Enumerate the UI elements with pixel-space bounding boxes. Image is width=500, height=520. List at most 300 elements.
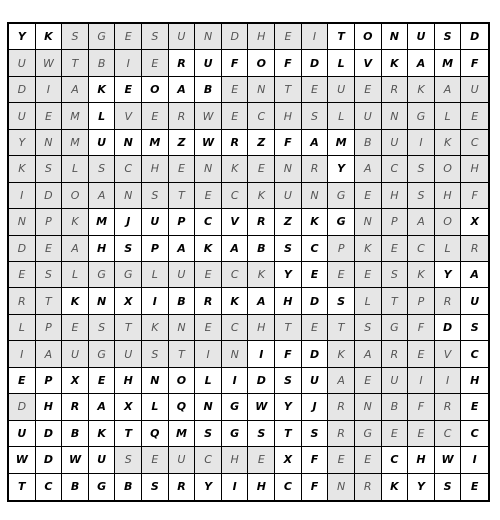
grid-cell[interactable]: S	[275, 368, 302, 394]
grid-cell[interactable]: E	[461, 394, 488, 420]
grid-cell[interactable]: G	[328, 183, 355, 209]
grid-cell[interactable]: S	[36, 262, 63, 288]
grid-cell[interactable]: P	[142, 236, 169, 262]
grid-cell[interactable]: N	[169, 315, 196, 341]
grid-cell[interactable]: D	[9, 77, 36, 103]
grid-cell[interactable]: T	[328, 24, 355, 50]
grid-cell[interactable]: T	[9, 474, 36, 500]
grid-cell[interactable]: M	[169, 421, 196, 447]
grid-cell[interactable]: K	[302, 209, 329, 235]
grid-cell[interactable]: P	[382, 209, 409, 235]
grid-cell[interactable]: F	[302, 447, 329, 473]
grid-cell[interactable]: Q	[142, 421, 169, 447]
grid-cell[interactable]: Z	[248, 130, 275, 156]
grid-cell[interactable]: K	[408, 77, 435, 103]
grid-cell[interactable]: R	[461, 236, 488, 262]
grid-cell[interactable]: D	[435, 315, 462, 341]
grid-cell[interactable]: D	[9, 394, 36, 420]
grid-cell[interactable]: H	[435, 183, 462, 209]
grid-cell[interactable]: K	[36, 24, 63, 50]
grid-cell[interactable]: A	[222, 236, 249, 262]
grid-cell[interactable]: G	[222, 394, 249, 420]
grid-cell[interactable]: N	[328, 474, 355, 500]
grid-cell[interactable]: D	[36, 421, 63, 447]
grid-cell[interactable]: N	[195, 24, 222, 50]
grid-cell[interactable]: S	[115, 447, 142, 473]
grid-cell[interactable]: X	[62, 368, 89, 394]
grid-cell[interactable]: U	[408, 24, 435, 50]
grid-cell[interactable]: A	[461, 262, 488, 288]
grid-cell[interactable]: N	[302, 183, 329, 209]
grid-cell[interactable]: L	[89, 103, 116, 129]
grid-cell[interactable]: U	[461, 77, 488, 103]
grid-cell[interactable]: D	[248, 368, 275, 394]
grid-cell[interactable]: E	[142, 50, 169, 76]
grid-cell[interactable]: H	[248, 24, 275, 50]
grid-cell[interactable]: Y	[328, 156, 355, 182]
grid-cell[interactable]: S	[195, 421, 222, 447]
grid-cell[interactable]: I	[408, 130, 435, 156]
grid-cell[interactable]: K	[222, 156, 249, 182]
grid-cell[interactable]: B	[355, 130, 382, 156]
grid-cell[interactable]: D	[302, 341, 329, 367]
grid-cell[interactable]: C	[195, 447, 222, 473]
grid-cell[interactable]: D	[36, 447, 63, 473]
grid-cell[interactable]: E	[248, 156, 275, 182]
grid-cell[interactable]: B	[89, 50, 116, 76]
grid-cell[interactable]: S	[275, 236, 302, 262]
grid-cell[interactable]: E	[115, 77, 142, 103]
grid-cell[interactable]: G	[89, 341, 116, 367]
grid-cell[interactable]: S	[435, 474, 462, 500]
grid-cell[interactable]: E	[328, 262, 355, 288]
grid-cell[interactable]: T	[382, 288, 409, 314]
grid-cell[interactable]: N	[195, 156, 222, 182]
grid-cell[interactable]: D	[36, 183, 63, 209]
grid-cell[interactable]: E	[142, 103, 169, 129]
grid-cell[interactable]: N	[382, 103, 409, 129]
grid-cell[interactable]: W	[195, 130, 222, 156]
grid-cell[interactable]: U	[382, 130, 409, 156]
grid-cell[interactable]: R	[302, 156, 329, 182]
grid-cell[interactable]: K	[248, 183, 275, 209]
grid-cell[interactable]: F	[275, 341, 302, 367]
grid-cell[interactable]: N	[9, 209, 36, 235]
grid-cell[interactable]: U	[89, 447, 116, 473]
grid-cell[interactable]: S	[142, 341, 169, 367]
grid-cell[interactable]: S	[89, 156, 116, 182]
grid-cell[interactable]: S	[142, 24, 169, 50]
grid-cell[interactable]: C	[302, 236, 329, 262]
grid-cell[interactable]: S	[302, 103, 329, 129]
grid-cell[interactable]: E	[408, 421, 435, 447]
grid-cell[interactable]: E	[355, 447, 382, 473]
grid-cell[interactable]: R	[382, 77, 409, 103]
grid-cell[interactable]: O	[355, 24, 382, 50]
grid-cell[interactable]: S	[248, 421, 275, 447]
grid-cell[interactable]: C	[275, 474, 302, 500]
grid-cell[interactable]: M	[435, 50, 462, 76]
grid-cell[interactable]: U	[169, 447, 196, 473]
grid-cell[interactable]: E	[355, 77, 382, 103]
grid-cell[interactable]: L	[62, 156, 89, 182]
grid-cell[interactable]: A	[302, 130, 329, 156]
grid-cell[interactable]: N	[355, 209, 382, 235]
grid-cell[interactable]: E	[355, 368, 382, 394]
grid-cell[interactable]: K	[142, 315, 169, 341]
grid-cell[interactable]: W	[36, 50, 63, 76]
grid-cell[interactable]: A	[355, 341, 382, 367]
grid-cell[interactable]: T	[275, 315, 302, 341]
grid-cell[interactable]: R	[328, 394, 355, 420]
grid-cell[interactable]: O	[142, 77, 169, 103]
grid-cell[interactable]: S	[461, 315, 488, 341]
grid-cell[interactable]: B	[248, 236, 275, 262]
grid-cell[interactable]: M	[142, 130, 169, 156]
grid-cell[interactable]: F	[408, 315, 435, 341]
grid-cell[interactable]: I	[408, 368, 435, 394]
grid-cell[interactable]: S	[355, 315, 382, 341]
grid-cell[interactable]: A	[355, 156, 382, 182]
grid-cell[interactable]: R	[9, 288, 36, 314]
grid-cell[interactable]: I	[222, 368, 249, 394]
grid-cell[interactable]: K	[195, 236, 222, 262]
grid-cell[interactable]: X	[115, 288, 142, 314]
grid-cell[interactable]: S	[408, 156, 435, 182]
grid-cell[interactable]: I	[435, 368, 462, 394]
grid-cell[interactable]: G	[355, 421, 382, 447]
grid-cell[interactable]: E	[302, 77, 329, 103]
grid-cell[interactable]: K	[222, 288, 249, 314]
grid-cell[interactable]: K	[9, 156, 36, 182]
grid-cell[interactable]: S	[36, 156, 63, 182]
grid-cell[interactable]: Y	[9, 24, 36, 50]
grid-cell[interactable]: U	[328, 77, 355, 103]
grid-cell[interactable]: G	[408, 103, 435, 129]
grid-cell[interactable]: E	[302, 262, 329, 288]
grid-cell[interactable]: V	[435, 341, 462, 367]
grid-cell[interactable]: R	[62, 394, 89, 420]
grid-cell[interactable]: R	[195, 288, 222, 314]
grid-cell[interactable]: C	[408, 236, 435, 262]
grid-cell[interactable]: F	[408, 394, 435, 420]
grid-cell[interactable]: W	[9, 447, 36, 473]
grid-cell[interactable]: P	[36, 209, 63, 235]
grid-cell[interactable]: E	[36, 103, 63, 129]
grid-cell[interactable]: W	[62, 447, 89, 473]
grid-cell[interactable]: H	[248, 474, 275, 500]
grid-cell[interactable]: A	[169, 236, 196, 262]
grid-cell[interactable]: Q	[169, 394, 196, 420]
grid-cell[interactable]: U	[142, 209, 169, 235]
grid-cell[interactable]: L	[62, 262, 89, 288]
grid-cell[interactable]: H	[461, 156, 488, 182]
grid-cell[interactable]: M	[328, 130, 355, 156]
grid-cell[interactable]: L	[435, 236, 462, 262]
grid-cell[interactable]: B	[382, 394, 409, 420]
grid-cell[interactable]: G	[328, 209, 355, 235]
grid-cell[interactable]: E	[62, 315, 89, 341]
grid-cell[interactable]: E	[222, 103, 249, 129]
grid-cell[interactable]: E	[89, 368, 116, 394]
grid-cell[interactable]: I	[461, 447, 488, 473]
grid-cell[interactable]: Y	[9, 130, 36, 156]
grid-cell[interactable]: L	[328, 50, 355, 76]
grid-cell[interactable]: R	[169, 474, 196, 500]
grid-cell[interactable]: Z	[275, 209, 302, 235]
grid-cell[interactable]: H	[461, 368, 488, 394]
grid-cell[interactable]: E	[9, 368, 36, 394]
grid-cell[interactable]: R	[435, 288, 462, 314]
grid-cell[interactable]: U	[89, 130, 116, 156]
grid-cell[interactable]: B	[195, 77, 222, 103]
grid-cell[interactable]: N	[89, 288, 116, 314]
grid-cell[interactable]: H	[382, 183, 409, 209]
grid-cell[interactable]: C	[115, 156, 142, 182]
grid-cell[interactable]: I	[302, 24, 329, 50]
grid-cell[interactable]: P	[408, 288, 435, 314]
grid-cell[interactable]: N	[195, 394, 222, 420]
grid-cell[interactable]: L	[355, 288, 382, 314]
grid-cell[interactable]: E	[461, 103, 488, 129]
grid-cell[interactable]: L	[435, 103, 462, 129]
grid-cell[interactable]: B	[169, 288, 196, 314]
grid-cell[interactable]: I	[195, 341, 222, 367]
grid-cell[interactable]: K	[89, 421, 116, 447]
grid-cell[interactable]: K	[435, 130, 462, 156]
grid-cell[interactable]: O	[62, 183, 89, 209]
grid-cell[interactable]: I	[9, 183, 36, 209]
grid-cell[interactable]: E	[355, 183, 382, 209]
grid-cell[interactable]: E	[328, 447, 355, 473]
grid-cell[interactable]: U	[9, 103, 36, 129]
grid-cell[interactable]: Y	[275, 394, 302, 420]
grid-cell[interactable]: E	[115, 24, 142, 50]
grid-cell[interactable]: S	[302, 421, 329, 447]
grid-cell[interactable]: E	[222, 77, 249, 103]
grid-cell[interactable]: U	[461, 288, 488, 314]
grid-cell[interactable]: X	[115, 394, 142, 420]
grid-cell[interactable]: S	[115, 236, 142, 262]
grid-cell[interactable]: I	[142, 288, 169, 314]
grid-cell[interactable]: G	[89, 262, 116, 288]
grid-cell[interactable]: A	[62, 236, 89, 262]
grid-cell[interactable]: U	[195, 50, 222, 76]
grid-cell[interactable]: U	[115, 341, 142, 367]
grid-cell[interactable]: C	[36, 474, 63, 500]
grid-cell[interactable]: I	[115, 50, 142, 76]
grid-cell[interactable]: L	[142, 262, 169, 288]
grid-cell[interactable]: E	[142, 447, 169, 473]
grid-cell[interactable]: H	[275, 103, 302, 129]
grid-cell[interactable]: R	[355, 474, 382, 500]
grid-cell[interactable]: E	[248, 447, 275, 473]
grid-cell[interactable]: C	[195, 209, 222, 235]
grid-cell[interactable]: E	[36, 236, 63, 262]
grid-cell[interactable]: H	[36, 394, 63, 420]
grid-cell[interactable]: V	[355, 50, 382, 76]
grid-cell[interactable]: D	[222, 24, 249, 50]
grid-cell[interactable]: U	[9, 421, 36, 447]
grid-cell[interactable]: U	[62, 341, 89, 367]
grid-cell[interactable]: S	[408, 183, 435, 209]
grid-cell[interactable]: E	[195, 183, 222, 209]
grid-cell[interactable]: R	[169, 103, 196, 129]
grid-cell[interactable]: P	[328, 236, 355, 262]
grid-cell[interactable]: P	[169, 209, 196, 235]
grid-cell[interactable]: T	[275, 421, 302, 447]
grid-cell[interactable]: C	[461, 341, 488, 367]
grid-cell[interactable]: B	[115, 474, 142, 500]
grid-cell[interactable]: C	[382, 156, 409, 182]
grid-cell[interactable]: H	[115, 368, 142, 394]
grid-cell[interactable]: R	[435, 394, 462, 420]
grid-cell[interactable]: I	[36, 77, 63, 103]
grid-cell[interactable]: S	[142, 183, 169, 209]
grid-cell[interactable]: C	[461, 130, 488, 156]
grid-cell[interactable]: C	[382, 447, 409, 473]
grid-cell[interactable]: K	[89, 77, 116, 103]
grid-cell[interactable]: W	[195, 103, 222, 129]
grid-cell[interactable]: O	[248, 50, 275, 76]
grid-cell[interactable]: I	[248, 341, 275, 367]
grid-cell[interactable]: C	[248, 103, 275, 129]
grid-cell[interactable]: H	[89, 236, 116, 262]
grid-cell[interactable]: C	[222, 183, 249, 209]
grid-cell[interactable]: F	[275, 50, 302, 76]
grid-cell[interactable]: E	[195, 315, 222, 341]
grid-cell[interactable]: H	[142, 156, 169, 182]
grid-cell[interactable]: E	[382, 236, 409, 262]
grid-cell[interactable]: B	[62, 421, 89, 447]
grid-cell[interactable]: P	[36, 368, 63, 394]
grid-cell[interactable]: E	[355, 262, 382, 288]
grid-cell[interactable]: N	[382, 24, 409, 50]
grid-cell[interactable]: B	[62, 474, 89, 500]
grid-cell[interactable]: A	[36, 341, 63, 367]
grid-cell[interactable]: Y	[275, 262, 302, 288]
grid-cell[interactable]: K	[382, 474, 409, 500]
grid-cell[interactable]: R	[328, 421, 355, 447]
grid-cell[interactable]: A	[328, 368, 355, 394]
grid-cell[interactable]: M	[89, 209, 116, 235]
grid-cell[interactable]: U	[302, 368, 329, 394]
grid-cell[interactable]: U	[169, 262, 196, 288]
grid-cell[interactable]: A	[408, 209, 435, 235]
grid-cell[interactable]: T	[115, 421, 142, 447]
grid-cell[interactable]: U	[275, 183, 302, 209]
grid-cell[interactable]: F	[302, 474, 329, 500]
grid-cell[interactable]: A	[248, 288, 275, 314]
grid-cell[interactable]: A	[89, 394, 116, 420]
grid-cell[interactable]: A	[169, 77, 196, 103]
grid-cell[interactable]: T	[169, 183, 196, 209]
grid-cell[interactable]: V	[222, 209, 249, 235]
grid-cell[interactable]: Y	[435, 262, 462, 288]
grid-cell[interactable]: V	[115, 103, 142, 129]
grid-cell[interactable]: E	[408, 341, 435, 367]
grid-cell[interactable]: P	[36, 315, 63, 341]
grid-cell[interactable]: S	[142, 474, 169, 500]
grid-cell[interactable]: S	[328, 288, 355, 314]
grid-cell[interactable]: R	[248, 209, 275, 235]
grid-cell[interactable]: A	[89, 183, 116, 209]
grid-cell[interactable]: E	[169, 156, 196, 182]
grid-cell[interactable]: D	[9, 236, 36, 262]
grid-cell[interactable]: N	[355, 394, 382, 420]
grid-cell[interactable]: T	[36, 288, 63, 314]
grid-cell[interactable]: X	[461, 209, 488, 235]
grid-cell[interactable]: T	[115, 315, 142, 341]
grid-cell[interactable]: K	[382, 50, 409, 76]
grid-cell[interactable]: U	[382, 368, 409, 394]
grid-cell[interactable]: N	[275, 156, 302, 182]
grid-cell[interactable]: D	[461, 24, 488, 50]
grid-cell[interactable]: I	[222, 474, 249, 500]
grid-cell[interactable]: E	[461, 474, 488, 500]
grid-cell[interactable]: C	[222, 262, 249, 288]
grid-cell[interactable]: M	[62, 130, 89, 156]
grid-cell[interactable]: C	[222, 315, 249, 341]
grid-cell[interactable]: O	[169, 368, 196, 394]
grid-cell[interactable]: G	[89, 24, 116, 50]
grid-cell[interactable]: K	[355, 236, 382, 262]
grid-cell[interactable]: U	[169, 24, 196, 50]
grid-cell[interactable]: T	[62, 50, 89, 76]
grid-cell[interactable]: S	[435, 24, 462, 50]
grid-cell[interactable]: G	[222, 421, 249, 447]
grid-cell[interactable]: T	[328, 315, 355, 341]
grid-cell[interactable]: S	[89, 315, 116, 341]
grid-cell[interactable]: K	[248, 262, 275, 288]
grid-cell[interactable]: L	[9, 315, 36, 341]
grid-cell[interactable]: S	[382, 262, 409, 288]
grid-cell[interactable]: N	[222, 341, 249, 367]
grid-cell[interactable]: I	[9, 341, 36, 367]
grid-cell[interactable]: U	[9, 50, 36, 76]
grid-cell[interactable]: E	[195, 262, 222, 288]
grid-cell[interactable]: S	[62, 24, 89, 50]
grid-cell[interactable]: L	[328, 103, 355, 129]
grid-cell[interactable]: Y	[408, 474, 435, 500]
grid-cell[interactable]: L	[195, 368, 222, 394]
grid-cell[interactable]: R	[222, 130, 249, 156]
grid-cell[interactable]: L	[142, 394, 169, 420]
grid-cell[interactable]: K	[62, 288, 89, 314]
grid-cell[interactable]: J	[115, 209, 142, 235]
grid-cell[interactable]: D	[302, 288, 329, 314]
grid-cell[interactable]: D	[302, 50, 329, 76]
grid-cell[interactable]: N	[36, 130, 63, 156]
grid-cell[interactable]: G	[382, 315, 409, 341]
grid-cell[interactable]: T	[169, 341, 196, 367]
grid-cell[interactable]: K	[328, 341, 355, 367]
grid-cell[interactable]: U	[355, 103, 382, 129]
grid-cell[interactable]: R	[169, 50, 196, 76]
grid-cell[interactable]: N	[115, 183, 142, 209]
grid-cell[interactable]: F	[275, 130, 302, 156]
grid-cell[interactable]: A	[435, 77, 462, 103]
grid-cell[interactable]: E	[302, 315, 329, 341]
grid-cell[interactable]: E	[382, 421, 409, 447]
grid-cell[interactable]: O	[435, 156, 462, 182]
grid-cell[interactable]: F	[461, 183, 488, 209]
grid-cell[interactable]: A	[62, 77, 89, 103]
grid-cell[interactable]: H	[275, 288, 302, 314]
grid-cell[interactable]: O	[435, 209, 462, 235]
grid-cell[interactable]: C	[435, 421, 462, 447]
grid-cell[interactable]: C	[461, 421, 488, 447]
